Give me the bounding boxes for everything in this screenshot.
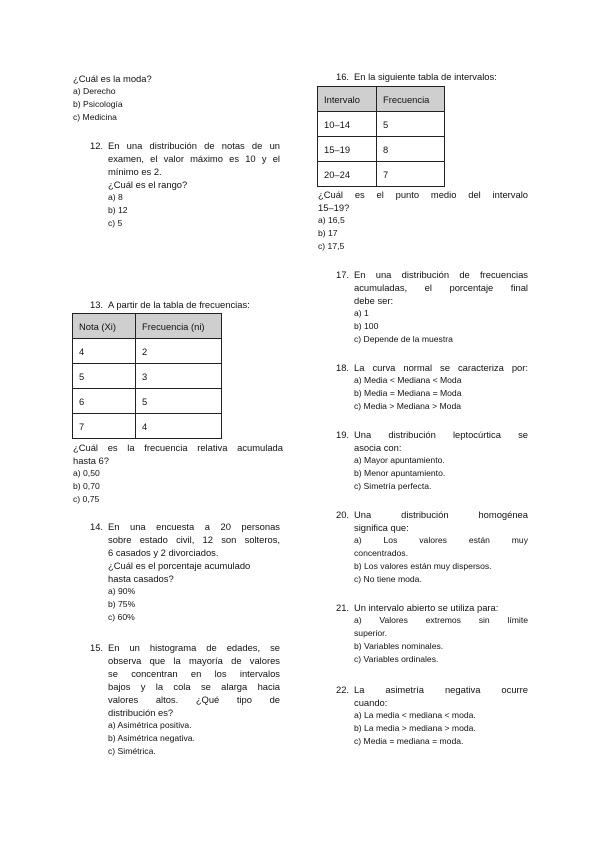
table-cell: 10–14 — [318, 112, 377, 137]
question-line: ¿Cuál es el porcentaje acumulado — [108, 560, 251, 571]
question-line: La curva normal se caracteriza por: — [354, 362, 528, 373]
question-line: ¿Cuál es la frecuencia relativa acumulada — [73, 442, 283, 453]
option-a: a) 8 — [108, 192, 123, 202]
question-number: 17. — [336, 269, 350, 280]
option-b: b) Menor apuntamiento. — [354, 468, 446, 478]
table-row — [318, 137, 445, 162]
question-22 — [336, 683, 528, 748]
option-a: a) Media < Mediana < Moda — [354, 375, 462, 385]
option-a: a) Asimétrica positiva. — [108, 720, 192, 730]
question-number: 19. — [336, 429, 350, 440]
option-c: c) Simétrica. — [108, 746, 156, 756]
question-line: debe ser: — [354, 295, 394, 306]
question-line: Una distribución homogénea — [354, 509, 528, 520]
table-row — [73, 339, 222, 364]
table-row — [73, 389, 222, 414]
question-line: distribución es? — [108, 707, 174, 718]
table-header: Intervalo — [318, 87, 377, 112]
question-number: 22. — [336, 684, 350, 695]
question-line: sobre estado civil, 12 son solteros, — [108, 534, 280, 545]
question-number: 12. — [90, 140, 104, 151]
table-cell: 8 — [377, 137, 445, 162]
option-b: b) Media = Mediana = Moda — [354, 388, 462, 398]
question-line: cuando: — [354, 697, 388, 708]
option-b: b) 17 — [318, 228, 338, 238]
question-number: 21. — [336, 602, 350, 613]
question-11-tail — [73, 72, 293, 124]
question-line: Un intervalo abierto se utiliza para: — [354, 602, 499, 613]
question-line: observa que la mayoría de valores — [108, 655, 280, 666]
option-b: b) Psicología — [73, 99, 123, 109]
table-cell: 5 — [136, 389, 222, 414]
option-b: b) 0,70 — [73, 481, 100, 491]
table-row — [318, 112, 445, 137]
question-line: bajos y la cola se alarga hacia — [108, 681, 280, 692]
table-cell: 4 — [136, 414, 222, 439]
option-c: c) Media > Mediana > Moda — [354, 401, 462, 411]
option-a: a) 1 — [354, 308, 369, 318]
table-header-row — [73, 314, 222, 339]
table-cell: 5 — [377, 112, 445, 137]
question-line: hasta casados? — [108, 573, 174, 584]
option-c: c) Variables ordinales. — [354, 654, 439, 664]
question-21 — [336, 601, 528, 666]
question-intro: A partir de la tabla de frecuencias: — [108, 299, 250, 310]
option-c: c) Simetría perfecta. — [354, 481, 432, 491]
question-16 — [336, 70, 529, 83]
question-19 — [336, 428, 528, 493]
question-line: La asimetría negativa ocurre — [354, 684, 528, 695]
option-b: b) Los valores están muy dispersos. — [354, 561, 492, 571]
question-13-body — [73, 441, 283, 506]
option-c: c) Depende de la muestra — [354, 334, 453, 344]
option-a-continued: superior. — [354, 628, 387, 638]
table-cell: 20–24 — [318, 162, 377, 187]
question-line: En una distribución de notas de un — [108, 140, 280, 151]
question-20 — [336, 508, 528, 586]
option-c: c) 0,75 — [73, 494, 100, 504]
table-header: Frecuencia (ni) — [136, 314, 222, 339]
question-14 — [90, 520, 280, 624]
option-c: c) 17,5 — [318, 241, 345, 251]
option-a: a) 0,50 — [73, 468, 100, 478]
question-line: valores altos. ¿Qué tipo de — [108, 694, 280, 705]
option-b: b) 75% — [108, 599, 136, 609]
option-c: c) 5 — [108, 218, 123, 228]
question-text: ¿Cuál es el rango? — [108, 179, 188, 190]
option-b: b) Asimétrica negativa. — [108, 733, 195, 743]
table-cell: 4 — [73, 339, 136, 364]
table-header-row — [318, 87, 445, 112]
option-c: c) Media = mediana = moda. — [354, 736, 464, 746]
option-b: b) 100 — [354, 321, 379, 331]
option-a: a) 90% — [108, 586, 136, 596]
option-a: a) Los valores están muy — [354, 535, 528, 545]
interval-table — [317, 86, 445, 187]
option-a: a) Valores extremos sin límite — [354, 615, 528, 625]
question-line: En una distribución de frecuencias — [354, 269, 528, 280]
question-13 — [90, 298, 288, 311]
table-cell: 3 — [136, 364, 222, 389]
question-intro: En la siguiente tabla de intervalos: — [354, 71, 497, 82]
question-line: 6 casados y 2 divorciados. — [108, 547, 219, 558]
question-17 — [336, 268, 528, 346]
question-number: 18. — [336, 362, 350, 373]
option-b: b) La media > mediana > moda. — [354, 723, 476, 733]
option-a: a) 16,5 — [318, 215, 345, 225]
option-a: a) Mayor apuntamiento. — [354, 455, 445, 465]
question-line: ¿Cuál es el punto medio del intervalo — [318, 189, 528, 200]
question-line: mínimo es 2. — [108, 166, 162, 177]
option-c: c) 60% — [108, 612, 135, 622]
question-line: hasta 6? — [73, 455, 109, 466]
question-line: significa que: — [354, 522, 409, 533]
option-c: c) Medicina — [73, 112, 117, 122]
question-text: ¿Cuál es la moda? — [73, 73, 152, 84]
question-15 — [90, 641, 280, 758]
question-line: examen, el valor máximo es 10 y el — [108, 153, 280, 164]
question-line: En una encuesta a 20 personas — [108, 521, 280, 532]
option-b: b) 12 — [108, 205, 128, 215]
table-header: Frecuencia — [377, 87, 445, 112]
frequency-table — [72, 313, 222, 439]
question-line: se concentran en los intervalos — [108, 668, 280, 679]
question-number: 16. — [336, 71, 350, 82]
question-number: 13. — [90, 299, 104, 310]
question-18 — [336, 361, 528, 413]
question-line: Una distribución leptocúrtica se — [354, 429, 528, 440]
question-16-body — [318, 188, 528, 253]
question-line: asocia con: — [354, 442, 402, 453]
question-line: acumuladas, el porcentaje final — [354, 282, 528, 293]
table-cell: 6 — [73, 389, 136, 414]
table-header: Nota (Xi) — [73, 314, 136, 339]
option-b: b) Variables nominales. — [354, 641, 444, 651]
question-line: En un histograma de edades, se — [108, 642, 280, 653]
table-cell: 15–19 — [318, 137, 377, 162]
question-number: 14. — [90, 521, 104, 532]
table-cell: 7 — [377, 162, 445, 187]
table-cell: 5 — [73, 364, 136, 389]
option-a: a) La media < mediana < moda. — [354, 710, 476, 720]
question-12 — [90, 139, 280, 230]
option-a: a) Derecho — [73, 86, 116, 96]
option-c: c) No tiene moda. — [354, 574, 422, 584]
table-cell: 7 — [73, 414, 136, 439]
table-row — [318, 162, 445, 187]
question-line: 15–19? — [318, 202, 350, 213]
question-number: 20. — [336, 509, 350, 520]
table-row — [73, 364, 222, 389]
option-a-continued: concentrados. — [354, 548, 408, 558]
table-row — [73, 414, 222, 439]
question-number: 15. — [90, 642, 104, 653]
table-cell: 2 — [136, 339, 222, 364]
